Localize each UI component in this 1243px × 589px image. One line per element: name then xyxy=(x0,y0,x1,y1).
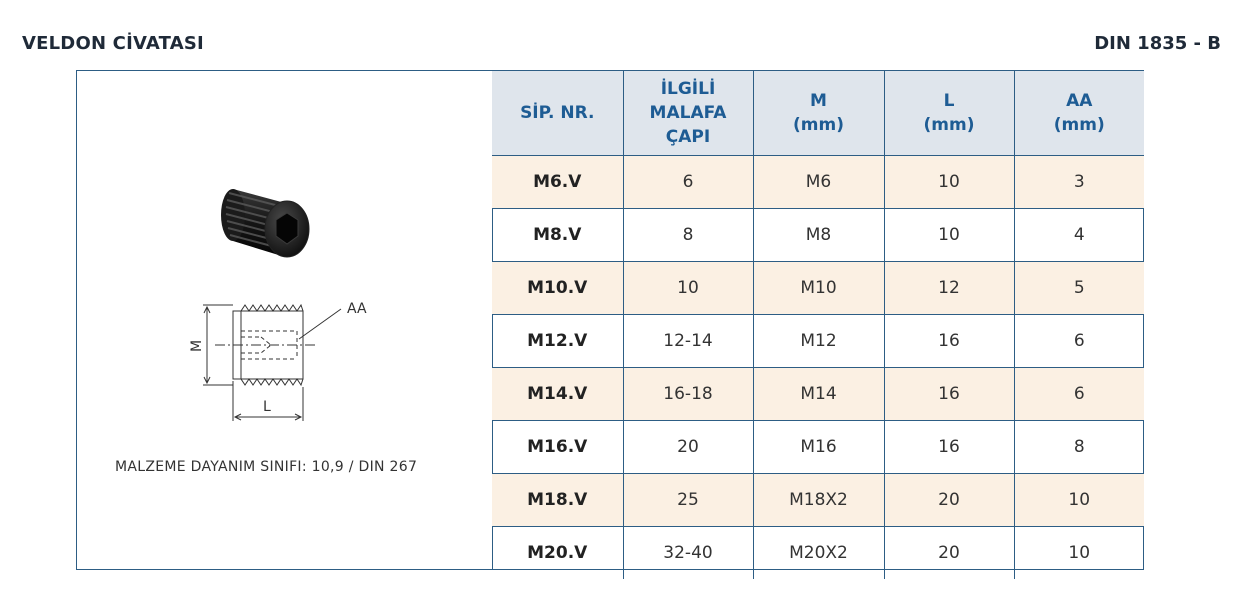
table-row xyxy=(492,209,1144,262)
cell-sip: M6.V xyxy=(492,156,623,209)
cell-sip: M14.V xyxy=(492,368,623,421)
cell-malafa: 12-14 xyxy=(623,315,753,368)
cell-malafa: 10 xyxy=(623,262,753,315)
cell-l: 16 xyxy=(884,315,1014,368)
table-row xyxy=(492,262,1144,315)
cell-l: 10 xyxy=(884,156,1014,209)
cell-l: 10 xyxy=(884,209,1014,262)
cell-aa: 6 xyxy=(1014,368,1144,421)
cell-aa: 8 xyxy=(1014,421,1144,474)
dimension-drawing xyxy=(185,297,405,427)
table-row xyxy=(492,527,1144,580)
cell-m: M8 xyxy=(753,209,884,262)
cell-sip: M12.V xyxy=(492,315,623,368)
cell-aa: 10 xyxy=(1014,474,1144,527)
standard-label: DIN 1835 - B xyxy=(1094,33,1221,54)
cell-aa: 10 xyxy=(1014,527,1144,580)
material-note: MALZEME DAYANIM SINIFI: 10,9 / DIN 267 xyxy=(115,459,418,475)
cell-sip: M10.V xyxy=(492,262,623,315)
header-aa: AA (mm) xyxy=(1014,71,1144,156)
header-l: L (mm) xyxy=(884,71,1014,156)
header-sip: SİP. NR. xyxy=(492,71,623,156)
product-frame xyxy=(76,70,1144,570)
cell-l: 16 xyxy=(884,368,1014,421)
cell-m: M14 xyxy=(753,368,884,421)
cell-m: M20X2 xyxy=(753,527,884,580)
cell-aa: 3 xyxy=(1014,156,1144,209)
cell-malafa: 32-40 xyxy=(623,527,753,580)
cell-m: M12 xyxy=(753,315,884,368)
cell-aa: 5 xyxy=(1014,262,1144,315)
table-header-row xyxy=(492,71,1144,156)
cell-l: 20 xyxy=(884,527,1014,580)
cell-m: M16 xyxy=(753,421,884,474)
cell-sip: M20.V xyxy=(492,527,623,580)
cell-sip: M18.V xyxy=(492,474,623,527)
cell-sip: M8.V xyxy=(492,209,623,262)
cell-m: M18X2 xyxy=(753,474,884,527)
table-row xyxy=(492,368,1144,421)
cell-malafa: 25 xyxy=(623,474,753,527)
cell-malafa: 16-18 xyxy=(623,368,753,421)
table-row xyxy=(492,156,1144,209)
page-title: VELDON CİVATASI xyxy=(22,33,204,54)
cell-m: M6 xyxy=(753,156,884,209)
table-row xyxy=(492,421,1144,474)
set-screw-photo xyxy=(215,159,325,269)
cell-aa: 4 xyxy=(1014,209,1144,262)
cell-malafa: 8 xyxy=(623,209,753,262)
cell-l: 20 xyxy=(884,474,1014,527)
illustration-panel xyxy=(77,71,493,569)
cell-l: 16 xyxy=(884,421,1014,474)
l-label: L xyxy=(263,399,271,415)
table-row xyxy=(492,315,1144,368)
cell-m: M10 xyxy=(753,262,884,315)
cell-l: 12 xyxy=(884,262,1014,315)
cell-malafa: 20 xyxy=(623,421,753,474)
header-malafa: İLGİLİ MALAFA ÇAPI xyxy=(623,71,753,156)
table-row xyxy=(492,474,1144,527)
cell-sip: M16.V xyxy=(492,421,623,474)
cell-aa: 6 xyxy=(1014,315,1144,368)
header-m: M (mm) xyxy=(753,71,884,156)
cell-malafa: 6 xyxy=(623,156,753,209)
m-label: M xyxy=(189,339,205,352)
spec-table xyxy=(492,71,1144,579)
aa-label: AA xyxy=(347,301,367,317)
